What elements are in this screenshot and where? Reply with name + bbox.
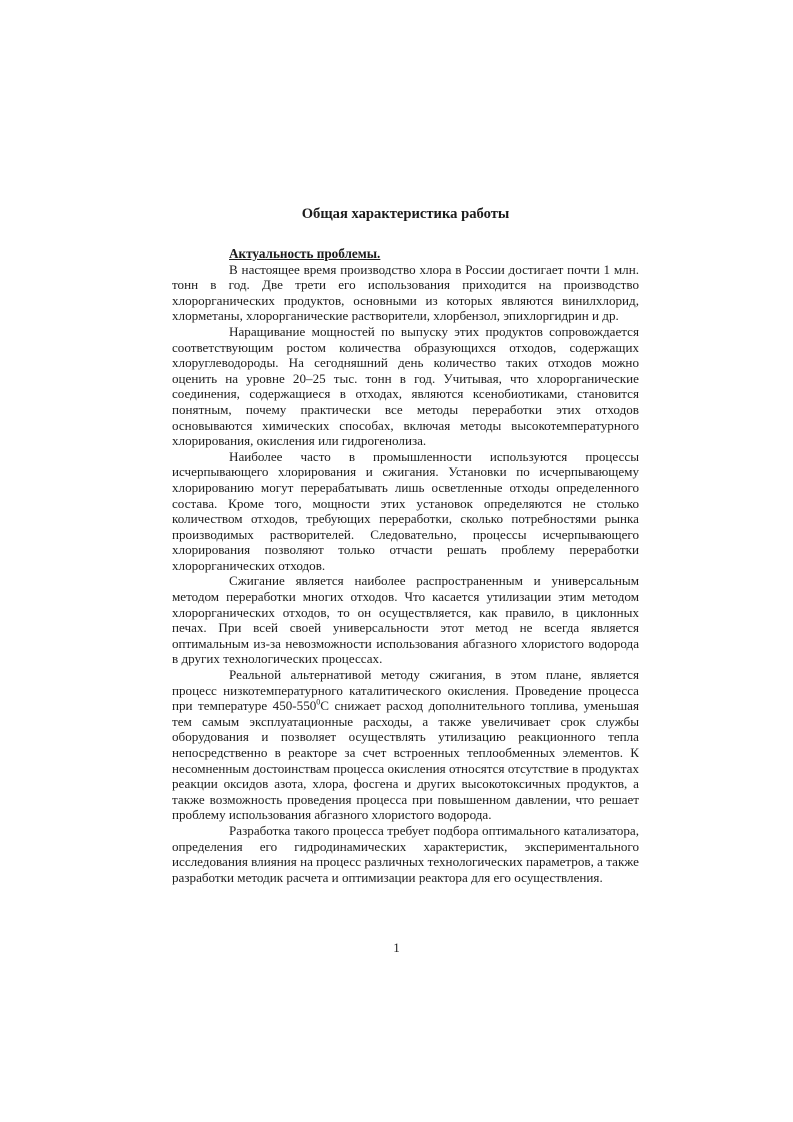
page-number: 1 (393, 940, 400, 955)
paragraph-chlorine-production: В настоящее время производство хлора в России достигает почти 1 млн. тонн в год. Две трети его использования приходится на производство хлорорганических продуктов, основными из которых являются винилхлорид, хлорметаны, хлорорганические растворители, хлорбензол, эпихлоргидрин и др. (172, 261, 639, 324)
document-page (172, 206, 639, 885)
degree-superscript: 0 (316, 697, 321, 707)
paragraph-catalytic-oxidation-part1: Реальной альтернативой методу сжигания, в этом плане, является процесс низкотемпературного каталитического окисления. Проведение процесса при температуре 450-550 (172, 667, 639, 714)
paragraph-incineration: Сжигание является наиболее распространенным и универсальным методом переработки многих отходов. Что касается утилизации этим методом хлорорганических отходов, то он осуществляется, как правило, в циклонных печах. При всей своей универсальности этот метод не всегда является оптимальным из-за невозможности использования абгазного хлористого водорода в других технологических процессах. (172, 573, 639, 667)
document-title: Общая характеристика работы (301, 206, 510, 222)
paragraph-catalytic-oxidation-part2: С снижает расход дополнительного топлива, уменьшая тем самым эксплуатационные расходы, а также увеличивает срок службы оборудования и позволяет осуществлять утилизацию реакционного тепла непосредственно в реакторе за счет встроенных теплообменных элементов. К несомненным достоинствам процесса окисления относятся отсутствие в продуктах реакции оксидов азота, хлора, фосгена и других высокотоксичных продуктов, а также возможность проведения процесса при повышенном давлении, что решает проблему использования абгазного хлористого водорода. (172, 698, 639, 823)
section-heading: Актуальность проблемы. (229, 246, 381, 261)
paragraph-chlorination: Наиболее часто в промышленности используются процессы исчерпывающего хлорирования и сжигания. Установки по исчерпывающему хлорированию могут перерабатывать лишь осветленные отходы определенного состава. Кроме того, мощности этих установок определяются не столько количеством отходов, требующих переработки, сколько потребностями рынка производимых растворителей. Следовательно, процессы исчерпывающего хлорирования позволяют только отчасти решать проблему переработки хлорорганических отходов. (172, 448, 639, 573)
paragraph-waste-growth: Наращивание мощностей по выпуску этих продуктов сопровождается соответствующим ростом количества образующихся отходов, содержащих хлоруглеводороды. На сегодняшний день количество таких отходов можно оценить на уровне 20–25 тыс. тонн в год. Учитывая, что хлорорганические соединения, содержащиеся в отходах, являются ксенобиотиками, становится понятным, почему практически все методы переработки этих отходов основываются химических способах, включая методы высокотемпературного хлорирования, окисления или гидрогенолиза. (172, 323, 639, 449)
paragraph-catalytic-oxidation (172, 667, 639, 823)
paragraph-process-development: Разработка такого процесса требует подбора оптимального катализатора, определения его гидродинамических характеристик, экспериментального исследования влияния на процесс различных технологических параметров, а также разработки методик расчета и оптимизации реактора для его осуществления. (172, 822, 639, 885)
